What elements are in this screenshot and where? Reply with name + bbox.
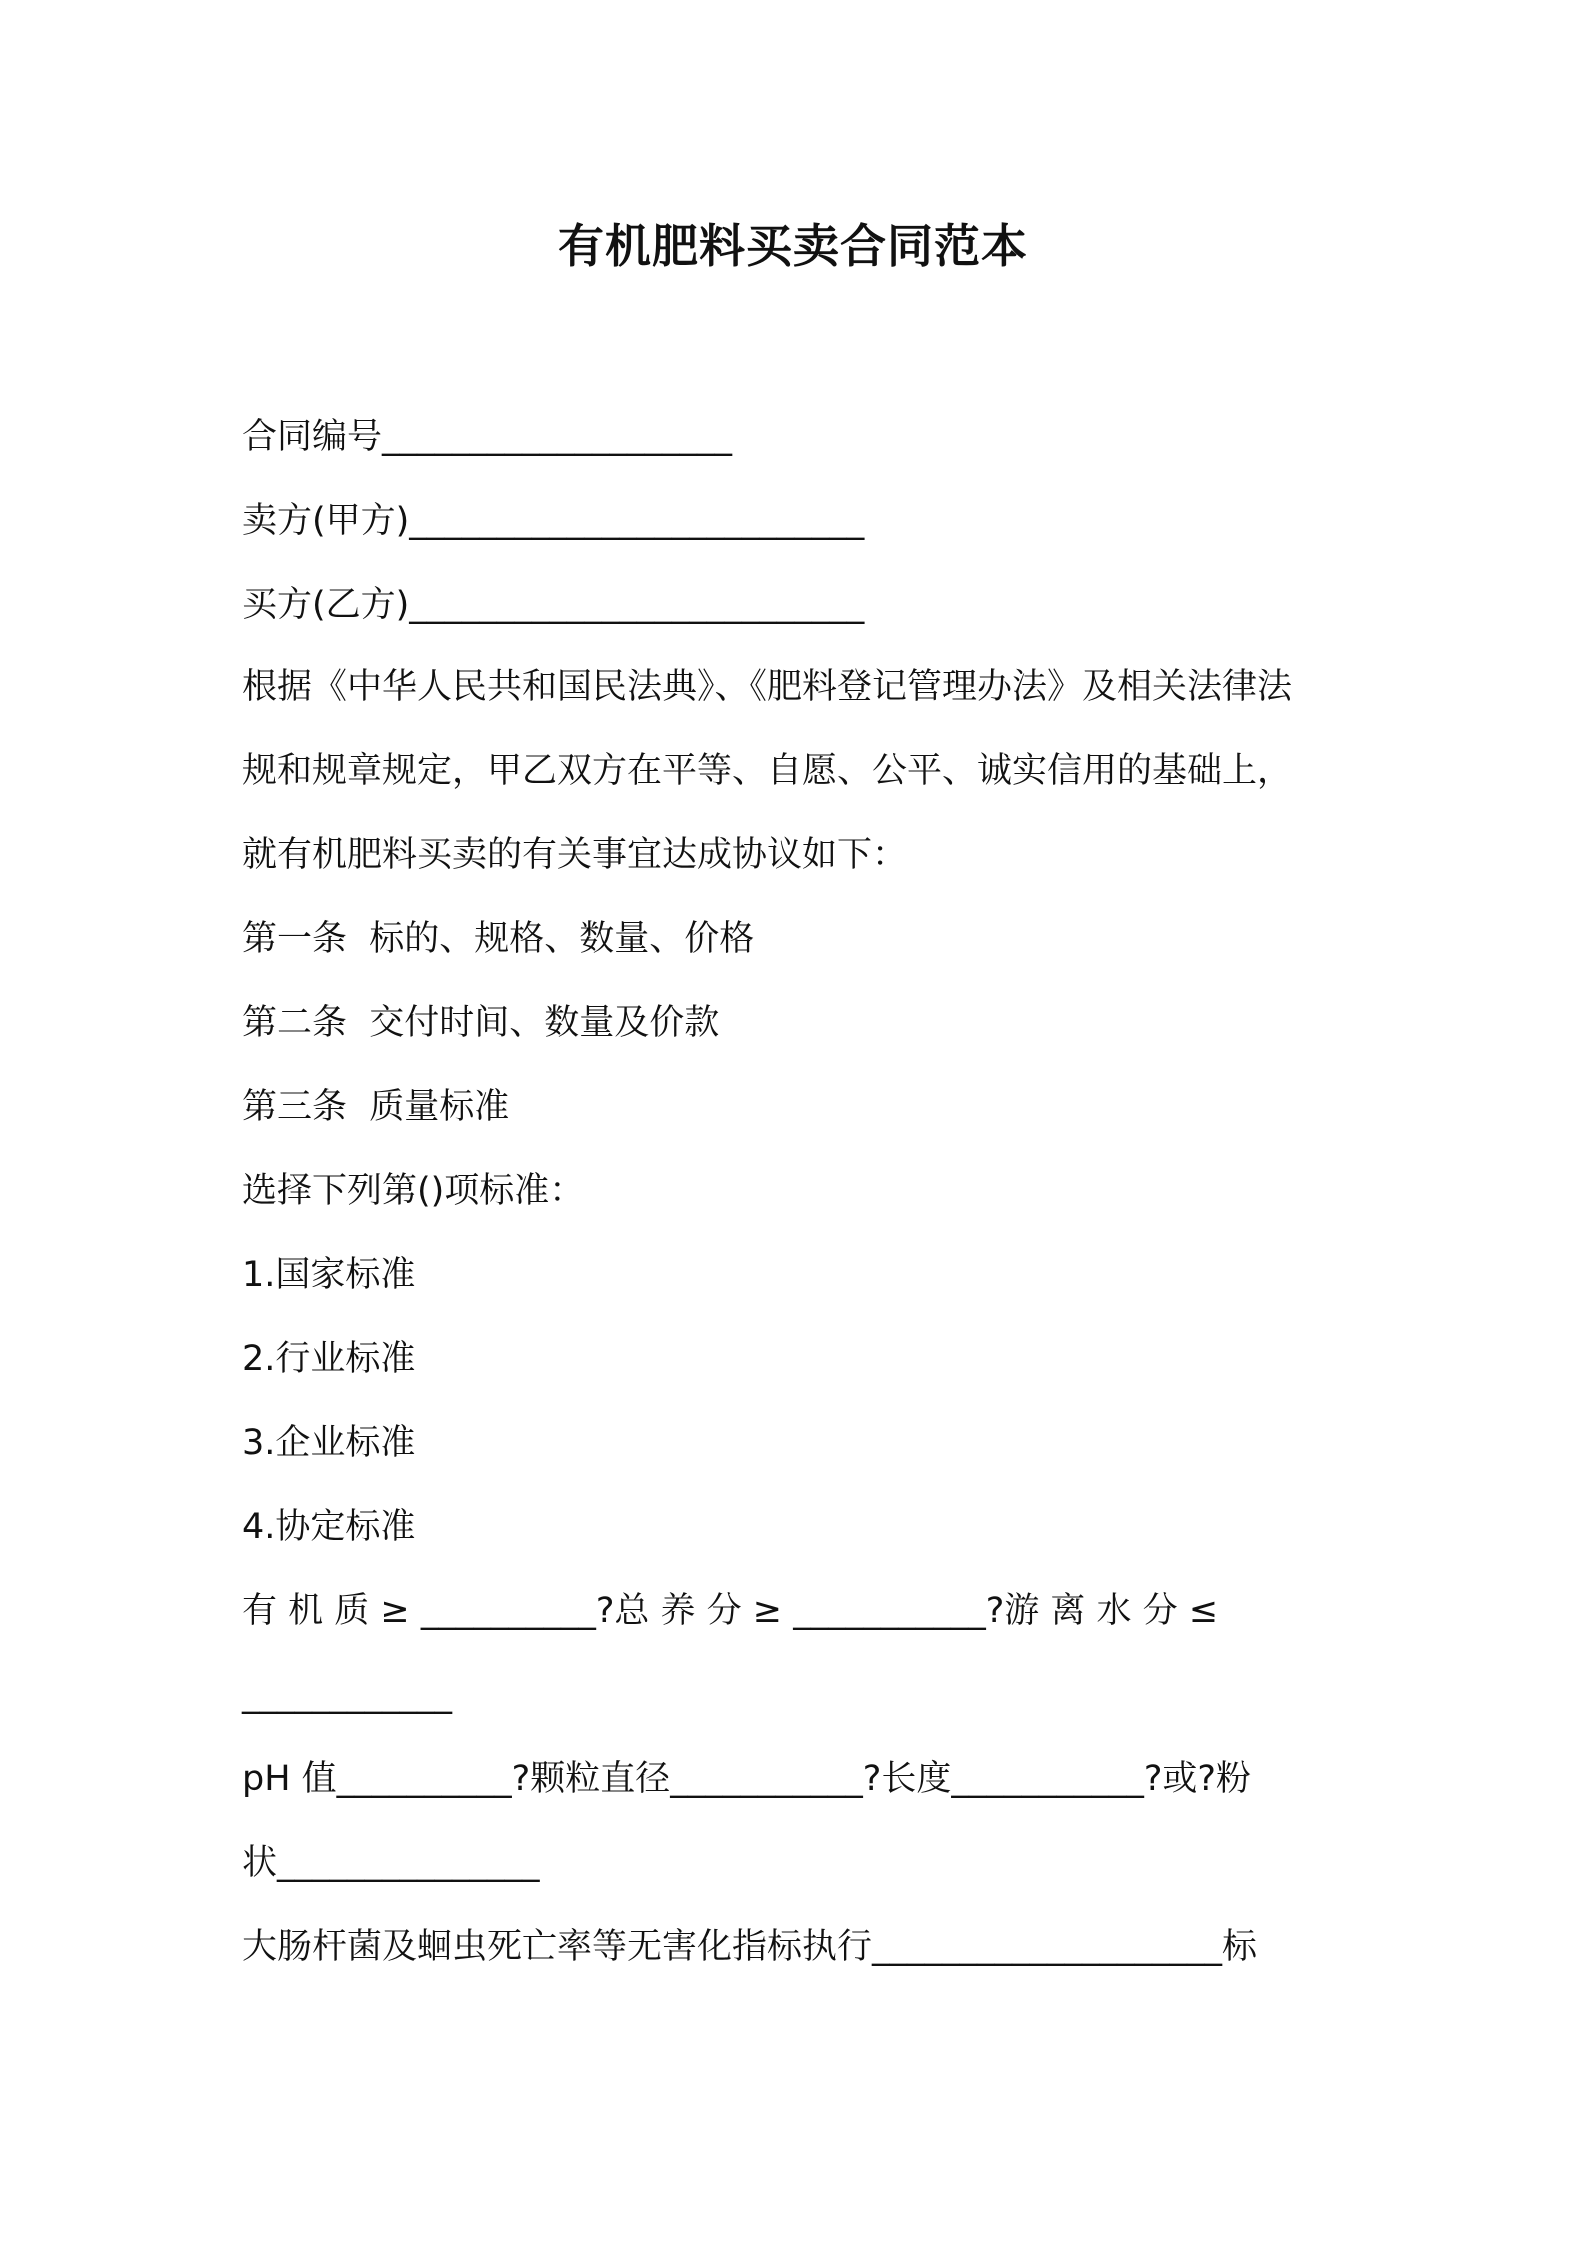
standard-option-4: 4.协定标准	[242, 1507, 416, 1547]
article-1-heading: 第一条 标的、规格、数量、价格	[242, 919, 755, 959]
buyer-line: 买方(乙方)__________________________	[242, 585, 865, 625]
quality-indicators-line-2-continued: 状_______________	[242, 1843, 540, 1883]
standard-option-1: 1.国家标准	[242, 1255, 416, 1295]
article-2-heading: 第二条 交付时间、数量及价款	[242, 1003, 720, 1043]
harmless-indicator-line: 大肠杆菌及蛔虫死亡率等无害化指标执行____________________标	[242, 1927, 1258, 1967]
intro-paragraph-line-1: 根据《中华人民共和国民法典》、《肥料登记管理办法》及相关法律法	[242, 667, 1293, 707]
standard-option-3: 3.企业标准	[242, 1423, 416, 1463]
article-3-heading: 第三条 质量标准	[242, 1087, 510, 1127]
standard-option-2: 2.行业标准	[242, 1339, 416, 1379]
intro-paragraph-line-2: 规和规章规定，甲乙双方在平等、自愿、公平、诚实信用的基础上，	[242, 751, 1293, 791]
document-title: 有机肥料买卖合同范本	[558, 219, 1028, 273]
quality-indicators-line-1-continued: ____________	[242, 1675, 452, 1715]
quality-indicators-line-2: pH 值__________?颗粒直径___________?长度___________?或?粉	[242, 1759, 1251, 1799]
quality-indicators-line-1: 有 机 质 ≥ __________?总 养 分 ≥ ___________?游 离 水 分 ≤	[242, 1591, 1219, 1631]
contract-number-line: 合同编号____________________	[242, 417, 733, 457]
select-standard-line: 选择下列第()项标准：	[242, 1171, 585, 1211]
intro-paragraph-line-3: 就有机肥料买卖的有关事宜达成协议如下：	[242, 835, 908, 875]
seller-line: 卖方(甲方)__________________________	[242, 501, 865, 541]
